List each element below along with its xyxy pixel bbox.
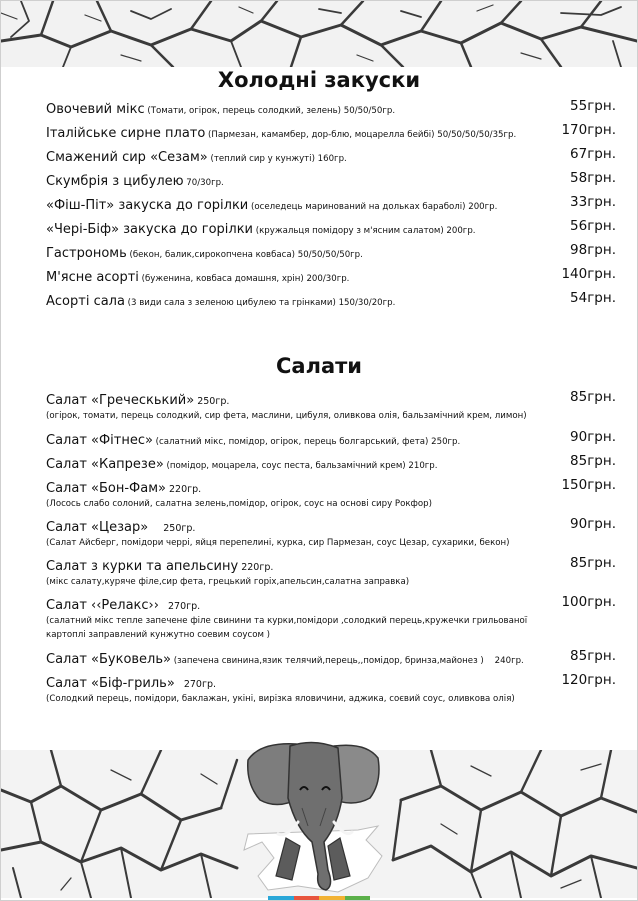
item-price: 85грн. bbox=[570, 648, 616, 664]
item-ingredients: (мікс салату,куряче філе,сир фета, грецький горіх,апельсин,салатна заправка) bbox=[46, 577, 410, 587]
cracked-earth-top-decoration bbox=[1, 1, 637, 67]
item-description: 270гр. bbox=[158, 601, 201, 612]
section-title-salads: Салати bbox=[275, 354, 363, 378]
item-price: 54грн. bbox=[570, 290, 616, 306]
item-price: 90грн. bbox=[570, 516, 616, 532]
item-ingredients-continued: картоплі заправлений кунжутно соевим соусом ) bbox=[46, 630, 271, 640]
item-name: Смажений сир «Сезам» bbox=[46, 150, 208, 165]
menu-item bbox=[46, 555, 616, 575]
item-name: Гастрономь bbox=[46, 246, 127, 261]
item-name: Салат «Фітнес» bbox=[46, 433, 153, 448]
menu-item bbox=[46, 122, 616, 142]
item-description: (помідор, моцарела, соус песта, бальзамічний крем) 210гр. bbox=[163, 461, 438, 471]
item-description: (Томати, огірок, перець солодкий, зелень) 50/50/50гр. bbox=[144, 106, 396, 116]
item-description: (оселедець маринований на дольках бараболі) 200гр. bbox=[248, 202, 498, 212]
item-name: Салат «Біф-гриль» bbox=[46, 676, 175, 691]
menu-item bbox=[46, 594, 616, 614]
item-ingredients: (Салат Айсберг, помідори черрі, яйця перепелині, курка, сир Пармезан, соус Цезар, сухарики, бекон) bbox=[46, 538, 510, 548]
color-strip bbox=[268, 896, 370, 900]
item-description: (буженина, ковбаса домашня, хрін) 200/30гр. bbox=[138, 274, 350, 284]
item-price: 56грн. bbox=[570, 218, 616, 234]
item-description: (теплий сир у кунжуті) 160гр. bbox=[207, 154, 347, 164]
item-description: (запечена свинина,язик телячий,перець,,помідор, бринза,майонез ) 240гр. bbox=[170, 656, 524, 666]
item-ingredients: (огірок, томати, перець солодкий, сир фета, маслини, цибуля, оливкова олія, бальзамічний крем, лимон) bbox=[46, 411, 527, 421]
item-price: 98грн. bbox=[570, 242, 616, 258]
item-price: 170грн. bbox=[561, 122, 616, 138]
item-ingredients: (Солодкий перець, помідори, баклажан, укіні, вирізка яловичини, аджика, соєвий соус, оливкова олія) bbox=[46, 694, 515, 704]
item-name: М'ясне асорті bbox=[46, 270, 139, 285]
menu-item bbox=[46, 290, 616, 310]
menu-item bbox=[46, 266, 616, 286]
item-description: 220гр. bbox=[238, 562, 274, 573]
menu-item bbox=[46, 146, 616, 166]
item-price: 58грн. bbox=[570, 170, 616, 186]
item-description: (бекон, балик,сирокопчена ковбаса) 50/50/50/50гр. bbox=[126, 250, 363, 260]
item-description: (кружальця помідору з м'ясним салатом) 200гр. bbox=[253, 226, 476, 236]
menu-item bbox=[46, 429, 616, 449]
menu-item bbox=[46, 453, 616, 473]
menu-item bbox=[46, 242, 616, 262]
item-price: 140грн. bbox=[561, 266, 616, 282]
item-description: 220гр. bbox=[165, 484, 202, 495]
menu-item bbox=[46, 98, 616, 118]
strip-yellow bbox=[319, 896, 345, 900]
menu-item bbox=[46, 218, 616, 238]
item-price: 55грн. bbox=[570, 98, 616, 114]
item-name: Салат «Бон-Фам» bbox=[46, 481, 166, 496]
item-price: 85грн. bbox=[570, 555, 616, 571]
menu-item bbox=[46, 194, 616, 214]
menu-item bbox=[46, 477, 616, 497]
elephant-illustration bbox=[238, 738, 388, 896]
item-name: Салат з курки та апельсину bbox=[46, 559, 239, 574]
item-name: Овочевий мікс bbox=[46, 102, 145, 117]
item-price: 85грн. bbox=[570, 389, 616, 405]
item-price: 33грн. bbox=[570, 194, 616, 210]
item-name: Салат «Цезар» bbox=[46, 520, 149, 535]
item-price: 90грн. bbox=[570, 429, 616, 445]
item-name: Салат ‹‹Релакс›› bbox=[46, 598, 159, 613]
item-description: 250гр. bbox=[194, 396, 230, 407]
item-ingredients: (салатний мікс тепле запечене філе свинини та курки,помідори ,солодкий перець,кружечки грильованої bbox=[46, 616, 528, 626]
item-price: 100грн. bbox=[561, 594, 616, 610]
item-price: 67грн. bbox=[570, 146, 616, 162]
item-description: (Пармезан, камамбер, дор-блю, моцарелла бейбі) 50/50/50/50/35гр. bbox=[205, 130, 517, 140]
item-ingredients: (Лосось слабо солоний, салатна зелень,помідор, огірок, соус на основі сиру Рокфор) bbox=[46, 499, 432, 509]
item-name: Італійське сирне плато bbox=[46, 126, 206, 141]
item-price: 120грн. bbox=[561, 672, 616, 688]
item-description: (3 види сала з зеленою цибулею та грінками) 150/30/20гр. bbox=[124, 298, 396, 308]
item-description: 270гр. bbox=[174, 679, 217, 690]
menu-item bbox=[46, 170, 616, 190]
item-name: Салат «Капрезе» bbox=[46, 457, 164, 472]
strip-green bbox=[345, 896, 371, 900]
menu-item bbox=[46, 516, 616, 536]
item-name: Скумбрія з цибулею bbox=[46, 174, 184, 189]
menu-item bbox=[46, 648, 616, 668]
item-name: Салат «Буковель» bbox=[46, 652, 171, 667]
strip-blue bbox=[268, 896, 294, 900]
section-title-cold-snacks: Холодні закуски bbox=[217, 68, 421, 92]
menu-item bbox=[46, 389, 616, 409]
item-name: «Фіш-Піт» закуска до горілки bbox=[46, 198, 249, 213]
item-price: 150грн. bbox=[561, 477, 616, 493]
item-name: Асорті сала bbox=[46, 294, 125, 309]
item-name: «Чері-Біф» закуска до горілки bbox=[46, 222, 254, 237]
item-description: 250гр. bbox=[148, 523, 196, 534]
strip-red bbox=[294, 896, 320, 900]
item-description: 70/30гр. bbox=[183, 178, 224, 188]
item-description: (салатний мікс, помідор, огірок, перець болгарський, фета) 250гр. bbox=[152, 437, 461, 447]
item-price: 85грн. bbox=[570, 453, 616, 469]
item-name: Салат «Греческький» bbox=[46, 393, 195, 408]
menu-item bbox=[46, 672, 616, 692]
